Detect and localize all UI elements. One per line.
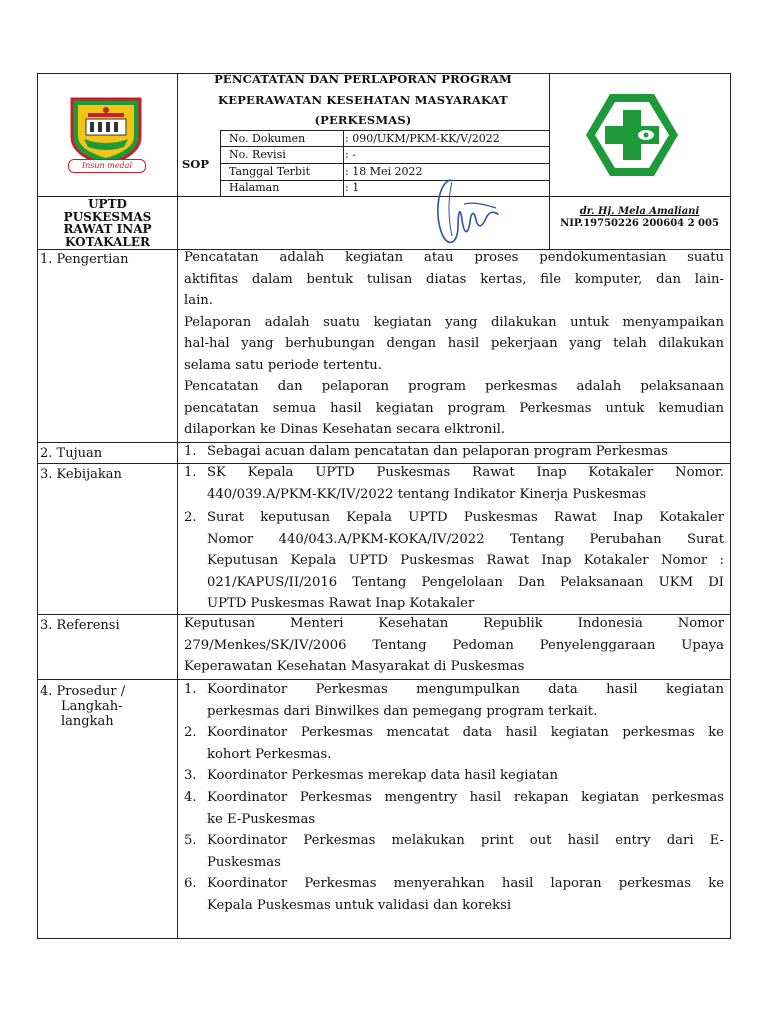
text-line: Koordinator Perkesmas mengentry hasil rekapan kegiatan perkesmas (207, 790, 724, 805)
meta-label-page: Halaman (229, 181, 280, 194)
section-label-tujuan: 2. Tujuan (40, 446, 103, 461)
meta-label-issue-date: Tanggal Terbit (229, 165, 311, 178)
label-line: Langkah- (61, 699, 123, 714)
list-number: 2. (184, 510, 197, 525)
list-item (207, 873, 724, 916)
meta-label-doc-no: No. Dokumen (229, 132, 306, 145)
puskesmas-logo (584, 92, 680, 182)
text-line: kohort Perkesmas. (207, 746, 332, 762)
org-line: UPTD (88, 197, 127, 211)
text-line: perkesmas dari Binwilkes dan pemegang program terkait. (207, 703, 598, 719)
sop-label: SOP (182, 157, 209, 171)
list-number: 1. (184, 682, 197, 697)
list-number: 1. (184, 465, 197, 480)
text-line: Pelaporan adalah suatu kegiatan yang dilakukan untuk menyampaikan (184, 314, 724, 330)
logo-motto-text: Insun medal (81, 161, 133, 170)
label-line: langkah (61, 714, 114, 729)
list-number: 6. (184, 876, 197, 891)
org-line: RAWAT INAP (63, 222, 152, 236)
meta-label-revision: No. Revisi (229, 148, 286, 161)
handwritten-signature-icon (428, 174, 508, 254)
section-label-referensi: 3. Referensi (40, 618, 120, 633)
text-line: Sebagai acuan dalam pencatatan dan pelaporan program Perkesmas (207, 444, 668, 459)
signer-name: dr. Hj. Mela Amaliani (579, 206, 700, 217)
text-line: Koordinator Perkesmas melakukan print out hasil entry dari E- (207, 833, 724, 848)
meta-value-page: : 1 (345, 181, 360, 194)
doc-title-line-2: KEPERAWATAN KESEHATAN MASYARAKAT (218, 93, 508, 107)
text-line: pencatatan semua hasil kegiatan program Perkesmas untuk kemudian (184, 400, 724, 416)
text-line: aktifitas dalam bentuk tulisan diatas kertas, file komputer, dan lain- (184, 271, 724, 287)
regency-logo (64, 93, 148, 177)
list-item (207, 679, 724, 722)
signature (428, 174, 508, 258)
list-item (207, 830, 724, 873)
text-line: 279/Menkes/SK/IV/2006 Tentang Pedoman Penyelenggaraan Upaya (184, 637, 724, 653)
text-line: Koordinator Perkesmas menyerahkan hasil laporan perkesmas ke (207, 876, 724, 891)
text-line: Koordinator Perkesmas mengumpulkan data hasil kegiatan (207, 682, 724, 697)
logo-motto-ribbon (68, 159, 146, 173)
text-line: lain. (184, 293, 213, 308)
label-line: 4. Prosedur / (40, 684, 126, 699)
list-item (207, 462, 724, 505)
list-number: 3. (184, 768, 197, 783)
text-line: UPTD Puskesmas Rawat Inap Kotakaler (207, 596, 475, 611)
text-line: selama satu periode tertentu. (184, 357, 382, 373)
list-number: 1. (184, 444, 197, 459)
puskesmas-cross-icon (584, 92, 680, 178)
section-body-pengertian (184, 247, 724, 441)
text-line: Puskesmas (207, 854, 281, 870)
list-number: 5. (184, 833, 197, 848)
text-line: 021/KAPUS/II/2016 Tentang Pengelolaan Dan Pelaksanaan UKM DI (207, 574, 724, 590)
section-body-tujuan (207, 441, 724, 463)
list-number: 2. (184, 725, 197, 740)
section-label-kebijakan: 3. Kebijakan (40, 467, 122, 482)
text-line: hal-hal yang berhubungan dengan hasil pekerjaan yang telah dilakukan (184, 336, 724, 351)
list-number: 4. (184, 790, 197, 805)
section-label-pengertian: 1. Pengertian (40, 252, 129, 267)
text-line: Pencatatan adalah kegiatan atau proses pendokumentasian suatu (184, 250, 724, 265)
text-line: ke E-Puskesmas (207, 811, 316, 827)
list-item (207, 507, 724, 615)
section-body-referensi (184, 613, 724, 678)
text-line: Pencatatan dan pelaporan program perkesmas adalah pelaksanaan (184, 379, 724, 394)
text-line: SK Kepala UPTD Puskesmas Rawat Inap Kotakaler Nomor. (207, 465, 724, 480)
signer-nip: NIP.19750226 200604 2 005 (560, 218, 719, 229)
list-item (207, 765, 724, 787)
text-line: dilaporkan ke Dinas Kesehatan secara elktronil. (184, 422, 505, 437)
org-line: KOTAKALER (65, 234, 150, 249)
text-line: Koordinator Perkesmas merekap data hasil kegiatan (207, 768, 558, 783)
text-line: Keputusan Kepala UPTD Puskesmas Rawat Inap Kotakaler Nomor : (207, 553, 724, 568)
text-line: Nomor 440/043.A/PKM-KOKA/IV/2022 Tentang Perubahan Surat (207, 531, 724, 547)
list-item (207, 722, 724, 765)
text-line: Keperawatan Kesehatan Masyarakat di Puskesmas (184, 659, 525, 674)
meta-value-issue-date: : 18 Mei 2022 (345, 165, 423, 178)
text-line: 440/039.A/PKM-KK/IV/2022 tentang Indikator Kinerja Puskesmas (207, 486, 647, 502)
doc-title-line-3: (PERKESMAS) (314, 113, 412, 127)
text-line: Keputusan Menteri Kesehatan Republik Indonesia Nomor (184, 616, 724, 631)
doc-title-line-1: PENCATATAN DAN PERLAPORAN PROGRAM (214, 72, 512, 86)
text-line: Kepala Puskesmas untuk validasi dan koreksi (207, 897, 512, 913)
meta-value-revision: : - (345, 148, 356, 161)
org-name (38, 198, 177, 248)
list-item (207, 787, 724, 830)
meta-value-doc-no: : 090/UKM/PKM-KK/V/2022 (345, 132, 500, 145)
section-label-prosedur (40, 684, 125, 729)
org-line: PUSKESMAS (63, 209, 152, 224)
text-line: Surat keputusan Kepala UPTD Puskesmas Rawat Inap Kotakaler (207, 510, 724, 525)
text-line: Koordinator Perkesmas mencatat data hasil kegiatan perkesmas ke (207, 725, 724, 740)
